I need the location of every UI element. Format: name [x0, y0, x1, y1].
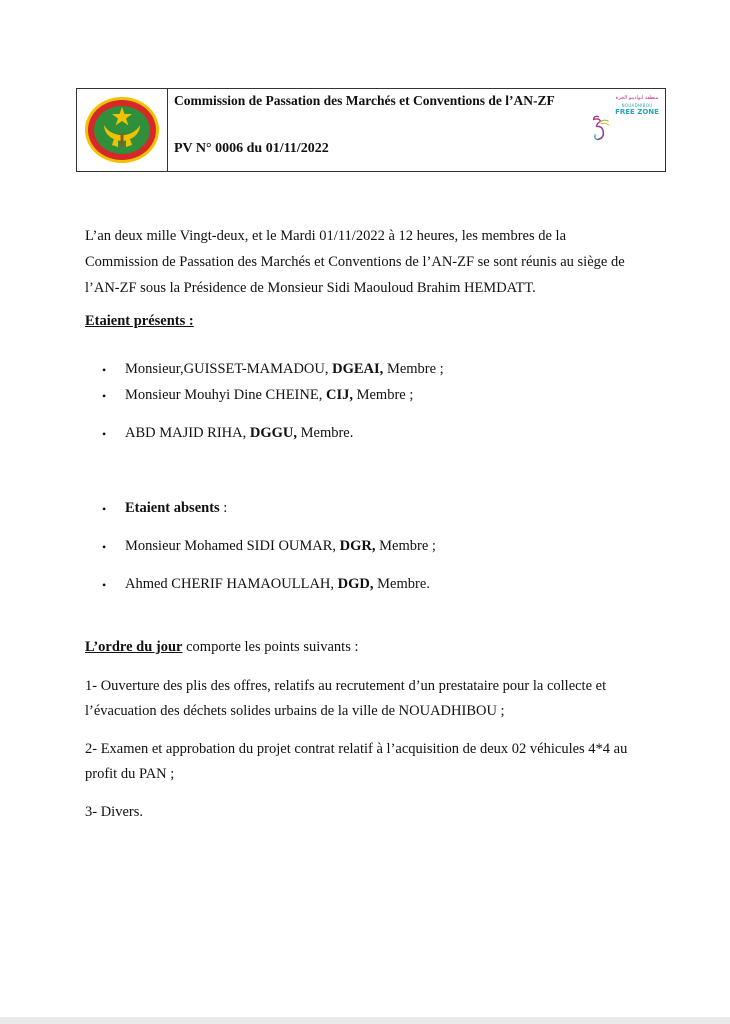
agenda-item-2-line-1: 2- Examen et approbation du projet contrat relatif à l’acquisition de deux 02 véhicules 4*4 au: [85, 741, 628, 757]
absent-member-1: Monsieur Mohamed SIDI OUMAR, DGR, Membre ;: [125, 538, 436, 554]
absent-heading: Etaient absents :: [125, 500, 228, 516]
commission-title: Commission de Passation des Marchés et Conventions de l’AN-ZF: [174, 93, 555, 108]
present-member-3: ABD MAJID RIHA, DGGU, Membre.: [125, 425, 354, 441]
intro-line-1: L’an deux mille Vingt-deux, et le Mardi 01/11/2022 à 12 heures, les membres de la: [85, 228, 567, 244]
freezone-subtitle: NOUADHIBOU: [621, 103, 653, 108]
bullet-dot: •: [102, 578, 107, 592]
present-heading: Etaient présents :: [85, 313, 194, 329]
mauritania-emblem-icon: [82, 95, 162, 165]
bullet-dot: •: [102, 427, 107, 441]
agenda-item-1-line-2: l’évacuation des déchets solides urbains de la ville de NOUADHIBOU ;: [85, 703, 505, 719]
intro-line-2: Commission de Passation des Marchés et Conventions de l’AN-ZF se sont réunis au siège de: [85, 254, 625, 270]
freezone-name: FREE ZONE: [615, 108, 659, 116]
mauritania-emblem-cell: [77, 89, 168, 171]
header-box: [76, 88, 666, 172]
agenda-item-3: 3- Divers.: [85, 804, 143, 820]
bullet-dot: •: [102, 363, 107, 377]
freezone-logo-icon: [591, 95, 619, 165]
page-bottom-edge: [0, 1017, 730, 1024]
agenda-item-1-line-1: 1- Ouverture des plis des offres, relatifs au recrutement d’un prestataire pour la collecte et: [85, 678, 607, 694]
present-member-1: Monsieur,GUISSET-MAMADOU, DGEAI, Membre ;: [125, 361, 444, 377]
freezone-arabic-name: منطقة انواذيبو الحرة: [615, 95, 659, 101]
absent-member-2: Ahmed CHERIF HAMAOULLAH, DGD, Membre.: [125, 576, 430, 592]
header-text-cell: [168, 89, 665, 171]
present-member-2: Monsieur Mouhyi Dine CHEINE, CIJ, Membre ;: [125, 387, 414, 403]
agenda-item-2-line-2: profit du PAN ;: [85, 766, 175, 782]
intro-line-3: l’AN-ZF sous la Présidence de Monsieur Sidi Maouloud Brahim HEMDATT.: [85, 280, 536, 296]
agenda-heading: L’ordre du jour comporte les points suivants :: [85, 639, 359, 655]
bullet-dot: •: [102, 502, 107, 516]
bullet-dot: •: [102, 540, 107, 554]
bullet-dot: •: [102, 389, 107, 403]
pv-number: PV N° 0006 du 01/11/2022: [174, 141, 329, 156]
